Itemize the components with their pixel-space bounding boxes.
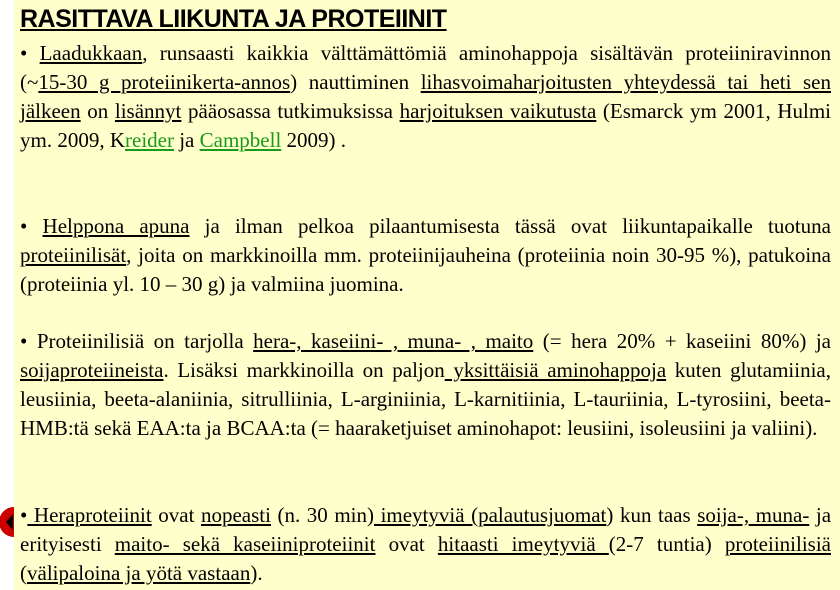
text-fragment: yksittäisiä aminohappoja <box>444 358 667 382</box>
bullet: • <box>20 41 40 65</box>
text-fragment: soija-, muna- <box>697 503 810 527</box>
link-kreider[interactable]: reider <box>125 128 174 152</box>
text-fragment: ( <box>20 561 27 585</box>
text-fragment: . Lisäksi markkinoilla on paljon <box>163 358 445 382</box>
text-fragment: 15-30 g proteiinikerta-annos <box>38 70 291 94</box>
text-fragment: , joita on markkinoilla mm. proteiinijauheina (proteiinia noin 30-95 %), patukoina (proteiinia yl. 10 – 30 g) ja valmiina juomina. <box>20 243 831 296</box>
text-fragment: lihasvoimaharjoitusten yhteydessä tai heti sen jälkeen <box>20 70 831 123</box>
text-fragment: kuten glutamiinia, leusiinia, beeta-alaniinia, sitrulliinia, L-arginiinia, L-karnitiinia, L-tauriinia, L-tyrosiini, beeta-HMB:tä sekä EAA:ta ja BCAA:ta (= haaraketjuiset aminohapot: leusiini, isoleusiini ja valiini). <box>20 358 831 440</box>
text-fragment: hitaasti imeytyviä <box>437 532 609 556</box>
text-fragment: Proteiinilisiä on tarjolla <box>36 329 254 353</box>
red-circle-arrow-icon[interactable] <box>0 505 14 539</box>
text-fragment: nopeasti <box>200 503 271 527</box>
paragraph-1 <box>20 39 831 155</box>
text-fragment: lisännyt <box>114 99 182 123</box>
text-fragment: välipaloina ja yötä vastaan <box>27 561 251 585</box>
bullet: • <box>20 214 43 238</box>
slide <box>14 0 840 590</box>
paragraph-4 <box>20 501 831 588</box>
text-fragment: proteiinilisät <box>20 243 127 267</box>
paragraph-3 <box>20 327 831 443</box>
text-fragment: maito- sekä kaseiiniproteiinit <box>114 532 376 556</box>
text-fragment: (Esmarck ym 2001, Hulmi ym. 2009, K <box>20 99 832 152</box>
paragraph-2 <box>20 212 831 299</box>
text-fragment: harjoituksen vaikutusta <box>399 99 597 123</box>
text-fragment: imeytyviä (palautusjuomat <box>374 503 607 527</box>
text-fragment: proteiinilisiä <box>724 532 832 556</box>
text-fragment: ovat <box>151 503 201 527</box>
text-fragment: Heraproteiinit <box>27 503 152 527</box>
bullet: • <box>20 329 37 353</box>
link-campbell[interactable]: Campbell <box>199 128 282 152</box>
text-fragment: pääosassa tutkimuksissa <box>181 99 400 123</box>
text-fragment: 2009) . <box>281 128 347 152</box>
text-fragment: soijaproteiineista <box>20 358 164 382</box>
text-fragment: hera-, kaseiini- , muna- , maito <box>253 329 534 353</box>
text-fragment: ). <box>250 561 263 585</box>
text-fragment: Helppona apuna <box>42 214 190 238</box>
text-fragment: ) nauttiminen <box>290 70 421 94</box>
text-fragment: ja <box>173 128 200 152</box>
bullet: • <box>20 503 28 527</box>
text-fragment: (n. 30 min) <box>270 503 375 527</box>
text-fragment: (= hera 20% + kaseiini 80%) ja <box>533 329 831 353</box>
text-fragment: ja erityisesti <box>20 503 832 556</box>
text-fragment: ) kun taas <box>606 503 698 527</box>
text-fragment: on <box>80 99 115 123</box>
text-fragment: ovat <box>375 532 438 556</box>
text-fragment: Laadukkaan <box>39 41 143 65</box>
text-fragment: ja ilman pelkoa pilaantumisesta tässä ovat liikuntapaikalle tuotuna <box>189 214 831 238</box>
text-fragment: , runsaasti kaikkia välttämättömiä aminohappoja sisältävän proteiiniravinnon (~ <box>20 41 831 94</box>
text-fragment: (2-7 tuntia) <box>608 532 725 556</box>
slide-title: RASITTAVA LIIKUNTA JA PROTEIINIT <box>20 5 447 33</box>
